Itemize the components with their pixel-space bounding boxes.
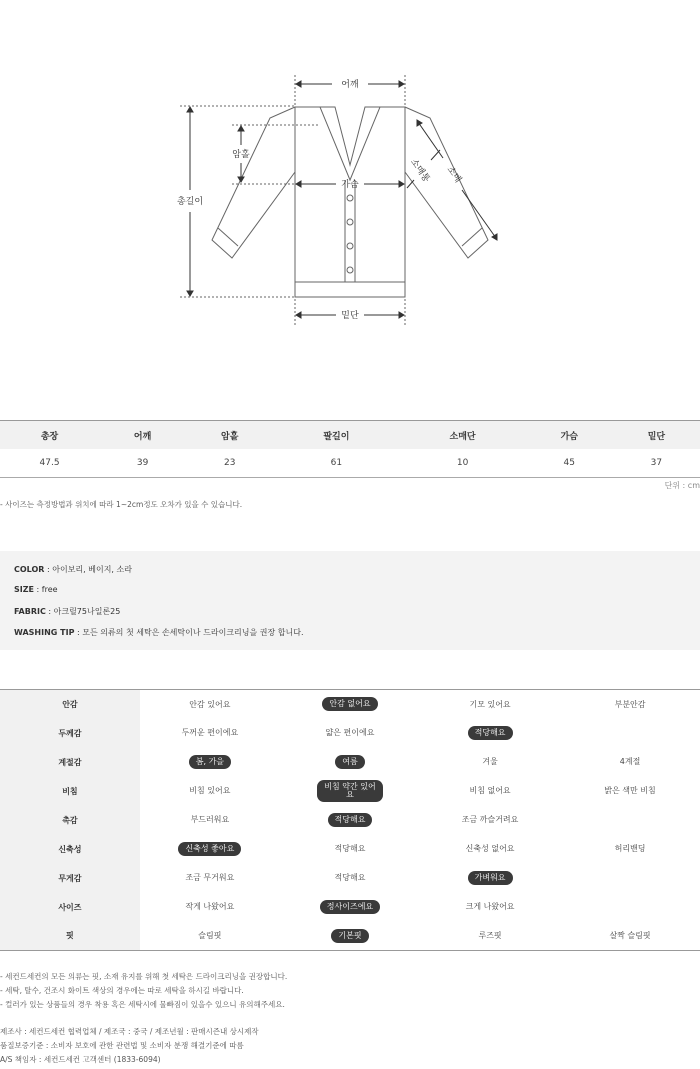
feel-option: 적당해요 [334,844,366,854]
feel-option-cell [560,864,700,893]
feel-option-selected: 봄, 가을 [189,755,231,769]
feel-option-cell [140,777,280,806]
feel-option: 조금 까슬거려요 [461,815,519,825]
feel-row [0,835,700,864]
feel-row-label: 무게감 [0,864,140,893]
feel-option-cell [560,893,700,922]
size-value: 37 [613,449,700,478]
feel-option-cell [280,748,420,777]
feel-option-cell [140,835,280,864]
size-unit: 단위 : cm [664,481,700,490]
feel-option-cell [560,690,700,719]
label-shoulder: 어깨 [341,80,359,90]
feel-row [0,806,700,835]
feel-option-cell [280,922,420,951]
manufacturer-line: 품질보증기준 : 소비자 보호에 관한 관련법 및 소비자 분쟁 해결기준에 따름 [0,1041,244,1050]
feel-option-cell [560,835,700,864]
feel-option-cell [420,922,560,951]
size-header: 가슴 [526,421,613,450]
feel-option-selected: 신축성 좋아요 [178,842,241,856]
feel-option: 부분안감 [614,699,646,709]
feel-option-cell [420,719,560,748]
manufacturer-line: 제조사 : 세컨드세컨 협력업체 / 제조국 : 중국 / 제조년월 : 판매시즌내 상시제작 [0,1027,259,1036]
size-header: 밑단 [613,421,700,450]
feel-option-cell [280,719,420,748]
feel-option-cell [560,719,700,748]
feel-option-cell [140,922,280,951]
feel-option-selected: 정사이즈에요 [320,900,380,914]
feel-row-label: 계절감 [0,748,140,777]
feel-option-cell [280,835,420,864]
product-info-box [0,551,700,650]
feel-option: 비침 있어요 [189,786,231,796]
size-note: - 사이즈는 측정방법과 위치에 따라 1~2cm정도 오차가 있을 수 있습니다. [0,500,243,509]
care-note: - 컬러가 있는 상품들의 경우 착용 혹은 세탁시에 물빠짐이 있을수 있으니 유의해주세요. [0,1000,285,1009]
size-value: 23 [186,449,273,478]
measurement-diagram [0,0,700,410]
feel-row-label: 사이즈 [0,893,140,922]
size-value: 45 [526,449,613,478]
feel-row-label: 신축성 [0,835,140,864]
feel-option: 신축성 없어요 [465,844,515,854]
feel-option-cell [280,806,420,835]
feel-option: 두꺼운 편이에요 [181,728,239,738]
info-size-label: SIZE [14,585,35,594]
size-header: 총장 [0,421,99,450]
feel-row [0,690,700,719]
feel-option-cell [560,922,700,951]
size-value: 61 [273,449,399,478]
feel-row [0,777,700,806]
feel-option: 크게 나왔어요 [465,902,515,912]
feel-option-cell [420,893,560,922]
size-value: 47.5 [0,449,99,478]
care-note: - 세탁, 탈수, 건조시 화이트 색상의 경우에는 따로 세탁을 하시길 바랍니다. [0,986,244,995]
label-armhole: 암홀 [232,150,250,160]
size-header: 암홀 [186,421,273,450]
feel-option-cell [560,806,700,835]
cardigan-illustration [212,107,488,297]
size-header: 소매단 [399,421,525,450]
feel-option-cell [420,777,560,806]
feel-option-selected: 적당해요 [468,726,513,740]
info-size [14,585,58,594]
feel-option-selected: 안감 없어요 [322,697,377,711]
feel-option: 밝은 색만 비침 [604,786,656,796]
info-color-label: COLOR [14,565,45,574]
feel-option-cell [280,690,420,719]
info-fabric-label: FABRIC [14,607,46,616]
info-size-value: : free [34,585,58,594]
feel-option: 기모 있어요 [469,699,511,709]
feel-option: 4계절 [619,757,641,767]
feel-option: 허리밴딩 [614,844,646,854]
feel-option-cell [420,748,560,777]
feel-option: 루즈핏 [478,931,502,941]
feel-option-cell [280,777,420,806]
feel-row [0,719,700,748]
feel-row-label: 촉감 [0,806,140,835]
feel-option-cell [280,864,420,893]
info-color-value: : 아이보리, 베이지, 소라 [44,565,132,574]
info-fabric [14,606,120,617]
info-washing [14,627,304,638]
feel-option-selected: 가벼워요 [468,871,513,885]
size-table-header-row [0,421,700,450]
size-header: 팔길이 [273,421,399,450]
feel-row-label: 비침 [0,777,140,806]
care-notes [0,970,287,1012]
feel-option: 살짝 슬림핏 [609,931,651,941]
feel-option: 적당해요 [334,873,366,883]
size-header: 어깨 [99,421,186,450]
label-hem: 밑단 [341,311,359,321]
feel-option-cell [140,719,280,748]
feel-option-cell [280,893,420,922]
info-washing-value: : 모든 의류의 첫 세탁은 손세탁이나 드라이크리닝을 권장 합니다. [74,628,304,637]
feel-option: 조금 무거워요 [185,873,235,883]
feel-option-cell [420,806,560,835]
info-fabric-value: : 아크릴75나일론25 [45,607,121,616]
label-total-length: 총길이 [176,197,204,207]
care-note: - 세컨드세컨의 모든 의류는 핏, 소재 유지를 위해 첫 세탁은 드라이크리닝을 권장합니다. [0,972,288,981]
feel-option: 슬림핏 [198,931,222,941]
feel-row [0,922,700,951]
manufacturer-info [0,1025,259,1067]
feel-row-label: 핏 [0,922,140,951]
size-table [0,420,700,478]
feel-option-cell [420,690,560,719]
feel-option-cell [140,806,280,835]
size-table-value-row [0,449,700,478]
label-sleeve-opening: 소매통 [408,157,432,185]
feel-option-cell [560,748,700,777]
size-value: 10 [399,449,525,478]
feel-option-cell [140,748,280,777]
feel-option-cell [560,777,700,806]
feel-option-selected: 비침 약간 있어요 [317,780,383,803]
feel-option-cell [420,864,560,893]
feel-option: 작게 나왔어요 [185,902,235,912]
feel-option: 부드러워요 [190,815,230,825]
feel-row [0,748,700,777]
label-sleeve: 소매 [444,164,463,185]
feel-option-cell [140,864,280,893]
feel-option-selected: 기본핏 [331,929,368,943]
feel-option-cell [140,893,280,922]
feel-option: 안감 있어요 [189,699,231,709]
feel-option: 겨울 [482,757,498,767]
feel-option-cell [140,690,280,719]
feel-row-label: 안감 [0,690,140,719]
feel-row [0,893,700,922]
feel-option-selected: 적당해요 [328,813,373,827]
feel-option: 얇은 편이에요 [325,728,375,738]
feel-row-label: 두께감 [0,719,140,748]
feel-option: 비침 없어요 [469,786,511,796]
manufacturer-line: A/S 책임자 : 세컨드세컨 고객센터 (1833-6094) [0,1055,161,1064]
size-value: 39 [99,449,186,478]
info-color [14,564,132,575]
feel-row [0,864,700,893]
feel-option-selected: 여름 [335,755,364,769]
label-chest: 가슴 [341,180,359,190]
feel-table [0,689,700,951]
info-washing-label: WASHING TIP [14,628,75,637]
feel-option-cell [420,835,560,864]
